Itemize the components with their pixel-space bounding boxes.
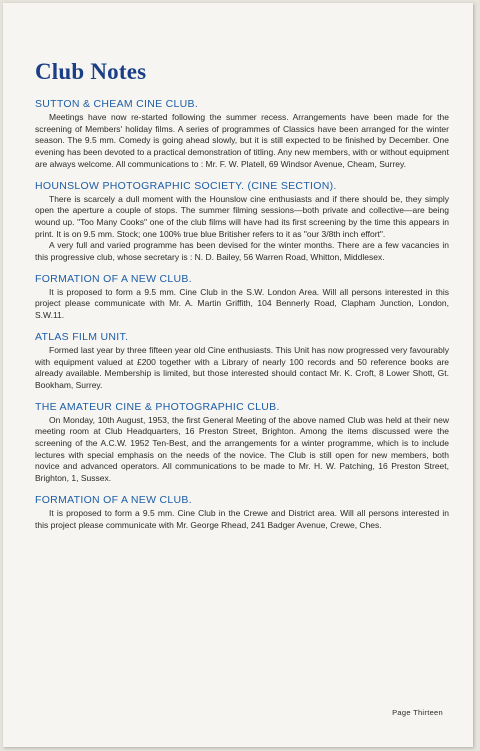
- section-paragraph: Meetings have now re-started following the summer recess. Arrangements have been made for the screening of Members' holiday films. A series of programmes of Classics have been arranged for the winter season. The 9.5 mm. Comedy is going ahead slowly, but it is still expected to be finished by December. One evening has been devoted to a practical demonstration of titling. Any new members, with or without equipment are always welcome. All communications to : Mr. F. W. Platell, 69 Windsor Avenue, Cheam, Surrey.: [35, 112, 449, 169]
- section-paragraph: A very full and varied programme has been devised for the winter months. There are a few vacancies in this progressive club, whose secretary is : N. D. Bailey, 56 Warren Road, Whitton, Middlesex.: [35, 240, 449, 263]
- page-number: Page Thirteen: [392, 708, 443, 717]
- section-paragraph: There is scarcely a dull moment with the Hounslow cine enthusiasts and if there should be, they simply open the aperture a couple of stops. The summer filming sessions—both private and collective—are being wound up. "Too Many Cooks" one of the club films will have had its first screening by the time this appears in print. It is on 9.5 mm. Stock; one 100% true blue Britisher refers to it as "our 3/8th inch effort".: [35, 193, 449, 239]
- section-new-club-crewe: [35, 494, 449, 531]
- section-paragraph: It is proposed to form a 9.5 mm. Cine Club in the S.W. London Area. Will all persons interested in this project please communicate with Mr. A. Martin Griffith, 104 Bennerly Road, Clapham Junction, London, S.W.11.: [35, 286, 449, 321]
- section-heading: FORMATION OF A NEW CLUB.: [35, 493, 192, 506]
- magazine-page: [3, 3, 473, 747]
- page-title: Club Notes: [35, 59, 147, 84]
- section-paragraph: On Monday, 10th August, 1953, the first General Meeting of the above named Club was held at their new meeting room at Club Headquarters, 16 Preston Street, Brighton. Among the items discussed were the screening of the A.C.W. 1952 Ten-Best, and the arrangements for a winter programme, which is to include lectures with special emphasis on the needs of the novice. The Club is still open for new members, both novice and advanced operators. All communications to be made to Mr. H. W. Patching, 16 Preston Street, Brighton, 1, Sussex.: [35, 414, 449, 484]
- section-heading: ATLAS FILM UNIT.: [35, 330, 129, 343]
- section-hounslow: [35, 180, 449, 264]
- section-new-club-sw-london: [35, 273, 449, 322]
- section-sutton-cheam: [35, 98, 449, 171]
- section-heading: SUTTON & CHEAM CINE CLUB.: [35, 98, 199, 110]
- section-heading: THE AMATEUR CINE & PHOTOGRAPHIC CLUB.: [35, 400, 280, 413]
- section-atlas-film-unit: [35, 331, 449, 392]
- section-paragraph: Formed last year by three fifteen year old Cine enthusiasts. This Unit has now progressed very favourably with equipment valued at £200 together with a Library of nearly 100 records and 50 reference books are already available. Membership is limited, but those interested should contact Mr. K. Croft, 8 Lower Shott, Gt. Bookham, Surrey.: [35, 344, 449, 390]
- section-heading: FORMATION OF A NEW CLUB.: [35, 272, 192, 285]
- section-paragraph: It is proposed to form a 9.5 mm. Cine Club in the Crewe and District area. Will all persons interested in this project please communicate with Mr. George Rhead, 241 Badger Avenue, Crewe, Ches.: [35, 507, 449, 530]
- club-notes-content: [35, 98, 449, 540]
- section-heading: HOUNSLOW PHOTOGRAPHIC SOCIETY. (CINE SECTION).: [35, 179, 337, 192]
- section-amateur-cine-photographic: [35, 401, 449, 485]
